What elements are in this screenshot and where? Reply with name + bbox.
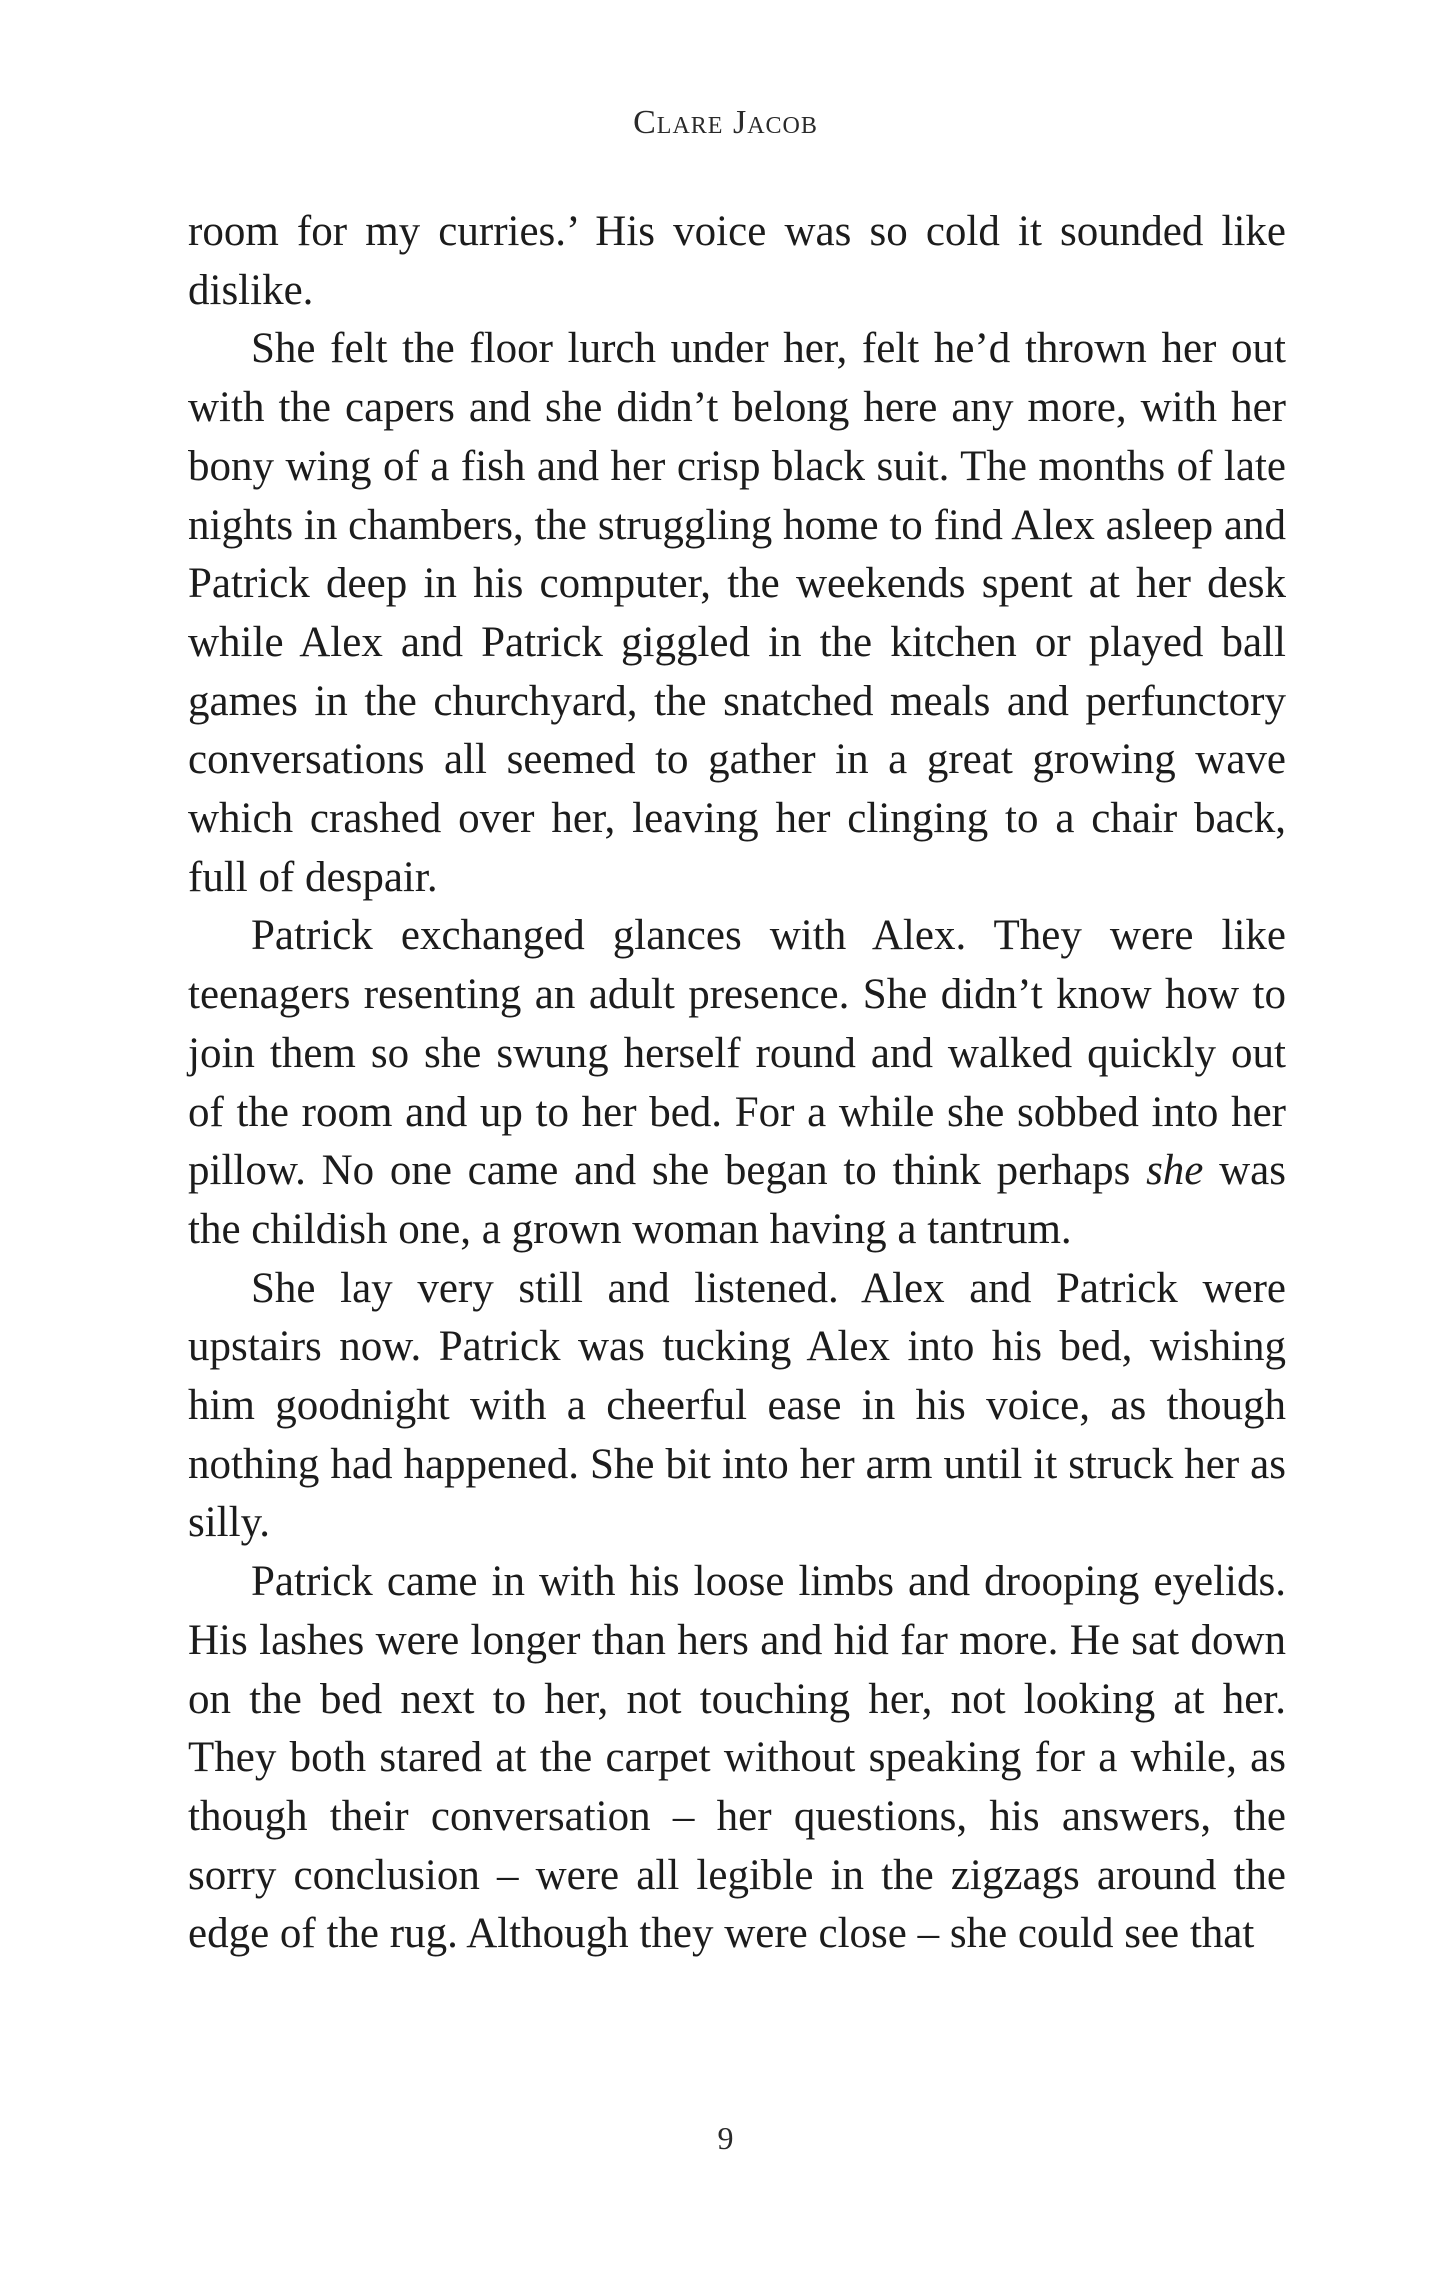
emphasis-word: she	[1146, 1147, 1204, 1195]
paragraph-1: room for my curries.’ His voice was so cold it sounded like dislike.	[188, 208, 1286, 314]
paragraph-4: She lay very still and listened. Alex and Patrick were upstairs now. Patrick was tucking Alex into his bed, wishing him goodnight with a cheerful ease in his voice, as though nothing had happened. She bit into her arm until it struck her as silly.	[188, 1264, 1286, 1547]
paragraph-3-text-start: Patrick exchanged glances with Alex. They were like teenagers resenting an adult presence. She didn’t know how to join them so she swung herself round and walked quickly out of the room and up to her bed. For a while she sobbed into her pillow. No one came and she began to think perhaps	[188, 912, 1286, 1195]
paragraph-3-text-end: was the childish one, a grown woman having a tantrum.	[188, 1147, 1287, 1253]
running-head: Clare Jacob	[633, 104, 818, 141]
paragraph-2: She felt the floor lurch under her, felt he’d thrown her out with the capers and she didn’t belong here any more, with her bony wing of a fish and her crisp black suit. The months of late nights in chambers, the struggling home to find Alex asleep and Patrick deep in his computer, the weekends spent at her desk while Alex and Patrick giggled in the kitchen or played ball games in the churchyard, the snatched meals and perfunctory conversations all seemed to gather in a great growing wave which crashed over her, leaving her clinging to a chair back, full of despair.	[188, 325, 1286, 901]
paragraph-5: Patrick came in with his loose limbs and drooping eyelids. His lashes were longer than hers and hid far more. He sat down on the bed next to her, not touching her, not looking at her. They both stared at the carpet without speaking for a while, as though their conversation – her questions, his answers, the sorry conclusion – were all legible in the zigzags around the edge of the rug. Although they were close – she could see that	[188, 1558, 1286, 1958]
body-text	[188, 203, 1286, 1964]
paragraph-3	[188, 907, 1286, 1259]
page-number: 9	[717, 2120, 734, 2156]
